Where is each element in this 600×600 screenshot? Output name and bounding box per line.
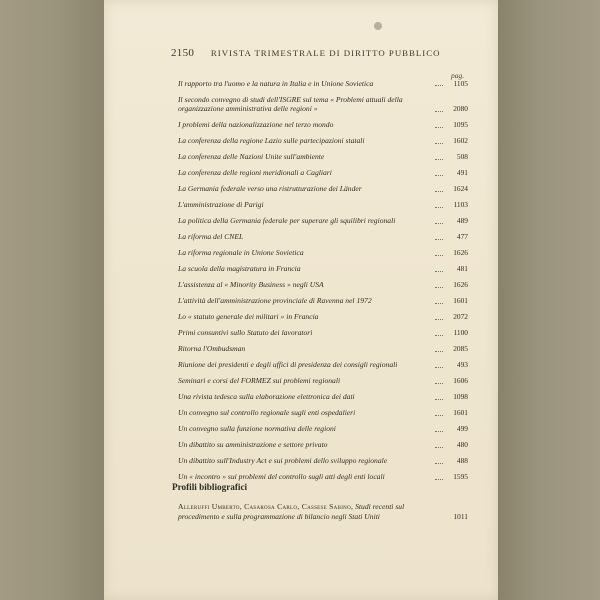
toc-entry-title: Riunione dei presidenti e degli uffici di presidenza dei consigli regionali xyxy=(178,360,398,370)
toc-entry xyxy=(178,440,468,449)
pag-label: pag. xyxy=(451,71,465,80)
page-number: 2150 xyxy=(171,47,195,59)
toc-entry xyxy=(178,424,468,433)
toc-entry xyxy=(178,79,468,88)
toc-leader-dots xyxy=(435,287,443,288)
toc-leader-dots xyxy=(435,85,443,86)
toc-entry-page: 2080 xyxy=(453,104,468,114)
toc-entry xyxy=(178,232,468,241)
toc-entry-page: 1624 xyxy=(453,184,468,194)
toc-entry xyxy=(178,264,468,273)
toc-leader-dots xyxy=(435,207,443,208)
toc-leader-dots xyxy=(435,351,443,352)
toc-entry-title: La conferenza delle regioni meridionali a Cagliari xyxy=(178,168,332,178)
toc-entry-page: 1601 xyxy=(453,408,468,418)
toc-entry xyxy=(178,376,468,385)
toc-entry-title: Il rapporto tra l'uomo e la natura in Italia e in Unione Sovietica xyxy=(178,79,374,88)
journal-title: RIVISTA TRIMESTRALE DI DIRITTO PUBBLICO xyxy=(210,48,441,58)
toc-entry-page: 1602 xyxy=(453,136,468,146)
toc-leader-dots xyxy=(435,303,443,304)
toc-entry xyxy=(178,344,468,353)
toc-leader-dots xyxy=(435,415,443,416)
toc-entry xyxy=(178,296,468,305)
toc-entry-title: La riforma regionale in Unione Sovietica xyxy=(178,248,304,258)
toc-entry-page: 480 xyxy=(456,440,468,450)
toc-leader-dots xyxy=(435,463,443,464)
toc-entry-page: 1095 xyxy=(453,120,468,130)
toc-entry-title: Seminari e corsi del FORMEZ sui problemi regionali xyxy=(178,376,341,386)
toc-entry-title: I problemi della nazionalizzazione nel terzo mondo xyxy=(178,120,334,130)
toc-leader-dots xyxy=(435,479,443,480)
toc-leader-dots xyxy=(435,383,443,384)
toc-entry xyxy=(178,328,468,337)
toc-entry xyxy=(178,184,468,193)
toc-entry-title: Il secondo convegno di studi dell'ISGRE sul tema « Problemi attuali della organizzazione amministrativa delle regioni » xyxy=(178,95,403,114)
toc-leader-dots xyxy=(435,271,443,272)
toc-entry-title: L'assistenza al « Minority Business » negli USA xyxy=(178,280,324,290)
toc-leader-dots xyxy=(435,319,443,320)
toc-leader-dots xyxy=(435,431,443,432)
book-page xyxy=(104,0,498,600)
toc-leader-dots xyxy=(435,127,443,128)
table-of-contents xyxy=(178,79,468,488)
toc-entry xyxy=(178,392,468,401)
bibliography-authors: Alleruffi Umberto, Casarosa Carlo, Cassese Sabino, xyxy=(178,502,354,511)
toc-entry xyxy=(178,248,468,257)
toc-entry-page: 488 xyxy=(456,456,468,466)
toc-entry xyxy=(178,200,468,209)
toc-entry xyxy=(178,168,468,177)
toc-entry xyxy=(178,360,468,369)
toc-entry xyxy=(178,472,468,481)
toc-entry-title: La conferenza della regione Lazio sulle partecipazioni statali xyxy=(178,136,365,146)
toc-entry-page: 489 xyxy=(456,216,468,226)
page-blemish xyxy=(374,22,382,30)
bibliography-text xyxy=(178,502,444,522)
bibliography-entry xyxy=(178,502,468,522)
toc-leader-dots xyxy=(435,111,443,112)
toc-entry-page: 1100 xyxy=(453,328,468,338)
toc-entry-title: Un « incontro » sui problemi del controllo sugli atti degli enti locali xyxy=(178,472,385,482)
background-right xyxy=(498,0,600,600)
toc-entry-title: La scuola della magistratura in Francia xyxy=(178,264,301,274)
section-heading-profili: Profili bibliografici xyxy=(172,482,248,492)
toc-leader-dots xyxy=(435,367,443,368)
toc-entry-title: L'attività dell'amministrazione provinciale di Ravenna nel 1972 xyxy=(178,296,372,306)
toc-entry-title: L'amministrazione di Parigi xyxy=(178,200,264,210)
toc-entry xyxy=(178,216,468,225)
toc-entry-title: Un convegno sulla funzione normativa delle regioni xyxy=(178,424,336,434)
toc-leader-dots xyxy=(435,143,443,144)
toc-entry-title: Un convegno sul controllo regionale sugli enti ospedalieri xyxy=(178,408,356,418)
toc-entry-page: 1103 xyxy=(453,200,468,210)
toc-entry xyxy=(178,95,468,114)
toc-entry-page: 1595 xyxy=(453,472,468,482)
bibliography-work: Studi recenti sul procedimento e sulla programmazione di bilancio negli Stati Uniti xyxy=(178,502,405,521)
toc-leader-dots xyxy=(435,399,443,400)
toc-entry xyxy=(178,120,468,129)
toc-entry-page: 2085 xyxy=(453,344,468,354)
toc-entry-page: 491 xyxy=(456,168,468,178)
toc-entry xyxy=(178,312,468,321)
toc-entry-page: 508 xyxy=(456,152,468,162)
toc-entry xyxy=(178,408,468,417)
toc-entry-title: La conferenza delle Nazioni Unite sull'ambiente xyxy=(178,152,325,162)
toc-leader-dots xyxy=(435,335,443,336)
toc-entry xyxy=(178,456,468,465)
toc-leader-dots xyxy=(435,255,443,256)
toc-entry-page: 1601 xyxy=(453,296,468,306)
toc-leader-dots xyxy=(435,239,443,240)
toc-entry-title: Ritorna l'Ombudsman xyxy=(178,344,246,354)
toc-entry-page: 481 xyxy=(456,264,468,274)
toc-entry-page: 2072 xyxy=(453,312,468,322)
background-left xyxy=(0,0,104,600)
toc-entry-page: 1606 xyxy=(453,376,468,386)
toc-entry-title: Un dibattito sull'Industry Act e sui problemi dello sviluppo regionale xyxy=(178,456,388,466)
toc-entry xyxy=(178,280,468,289)
toc-entry-page: 499 xyxy=(456,424,468,434)
bibliography-page: 1011 xyxy=(453,512,468,521)
toc-entry-title: La politica della Germania federale per superare gli squilibri regionali xyxy=(178,216,396,226)
toc-entry-title: Primi consuntivi sullo Statuto dei lavoratori xyxy=(178,328,313,338)
toc-entry-title: Lo « statuto generale dei militari » in Francia xyxy=(178,312,319,322)
toc-leader-dots xyxy=(435,175,443,176)
toc-entry-page: 477 xyxy=(456,232,468,242)
toc-entry xyxy=(178,136,468,145)
toc-entry-title: La Germania federale verso una ristrutturazione dei Länder xyxy=(178,184,362,194)
toc-entry-page: 493 xyxy=(456,360,468,370)
toc-entry xyxy=(178,152,468,161)
toc-entry-page: 1105 xyxy=(453,79,468,88)
toc-leader-dots xyxy=(435,447,443,448)
toc-entry-page: 1626 xyxy=(453,280,468,290)
toc-entry-title: Un dibattito su amministrazione e settore privato xyxy=(178,440,328,450)
toc-entry-title: La riforma del CNEL xyxy=(178,232,244,242)
toc-leader-dots xyxy=(435,191,443,192)
toc-entry-page: 1098 xyxy=(453,392,468,402)
running-header xyxy=(171,47,471,59)
toc-entry-page: 1626 xyxy=(453,248,468,258)
toc-leader-dots xyxy=(435,159,443,160)
toc-entry-title: Una rivista tedesca sulla elaborazione elettronica dei dati xyxy=(178,392,355,402)
toc-leader-dots xyxy=(435,223,443,224)
